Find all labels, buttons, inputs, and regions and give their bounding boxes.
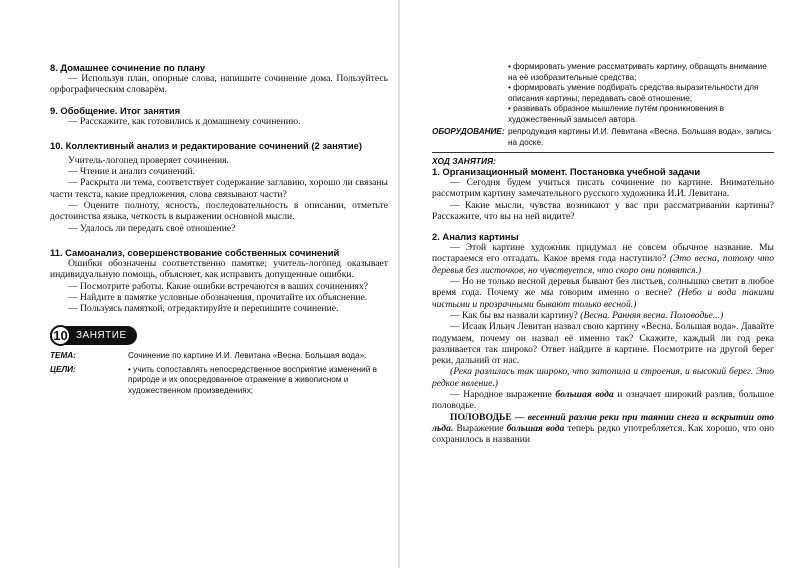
r-section-1-text-1: — Сегодня будем учиться писать сочинение по картине. Внимательно рассмотрим картину замечательного русского художника И.И. Левитана.	[432, 177, 774, 200]
section-10-text-5: — Удалось ли передать своё отношение?	[68, 222, 236, 234]
r-section-2-text-3	[432, 310, 774, 321]
t6d: большая вода	[506, 422, 565, 434]
section-10-text-2: — Чтение и анализ сочинений.	[68, 166, 195, 178]
section-11-text-4: — Пользуясь памяткой, отредактируйте и перепишите сочинение.	[68, 303, 339, 315]
t5b: большая вода	[555, 389, 614, 401]
left-page	[0, 0, 396, 568]
r-section-1-title: 1. Организационный момент. Постановка учебной задачи	[432, 166, 701, 177]
a1: (Это весна, потому что деревья без листочков, но чувствуется, что скоро они появятся.)	[432, 253, 775, 276]
section-8-title: 8. Домашнее сочинение по плану	[50, 62, 206, 73]
equipment-row	[432, 127, 774, 148]
section-11-title: 11. Самоанализ, совершенствование собственных сочинений	[50, 246, 340, 258]
t6a: ПОЛОВОДЬЕ	[450, 411, 512, 423]
a3: (Весна. Ранняя весна. Половодье...)	[580, 309, 724, 321]
hod-label: ХОД ЗАНЯТИЯ:	[432, 156, 496, 166]
r-section-2-text-4-answer: (Река разлилась так широко, что затопила и строения, и высокий берег. Это редкое явление.)	[432, 366, 774, 389]
divider	[432, 152, 774, 153]
r-section-2-text-1	[432, 242, 774, 276]
section-10-title: 10. Коллективный анализ и редактирование сочинений (2 занятие)	[50, 139, 362, 151]
cel-row	[50, 365, 388, 397]
t5c: и означает широкий разлив, большое половодье.	[432, 389, 774, 412]
q3: — Как бы вы назвали картину?	[450, 309, 578, 321]
r-section-2-title: 2. Анализ картины	[432, 231, 519, 243]
section-11-text-1: Ошибки обозначены соответственно памятке; учитель-логопед оказывает индивидуальную помощь, объясняет, как исправить допущенные ошибки.	[50, 257, 388, 281]
right-page	[402, 0, 800, 568]
tema-text: Сочинение по картине И.И. Левитана «Весна. Большая вода».	[128, 351, 367, 361]
goal-1: • формировать умение рассматривать картину, обращать внимание на её изобразительные средства;	[508, 62, 767, 82]
goal-3: • развивать образное мышление путём проникновения в художественный замысел автора.	[508, 104, 724, 124]
cel-label: ЦЕЛИ:	[50, 364, 76, 374]
lesson-badge	[50, 326, 137, 345]
equipment-text: репродукция картины И.И. Левитана «Весна. Большая вода», запись на доске.	[508, 127, 772, 147]
r-section-2-text-5	[432, 389, 774, 412]
t6e: теперь редко употребляется. Как хорошо, что оно сохранилось в названии	[432, 422, 775, 446]
tema-row	[50, 351, 388, 362]
t6b: — весенний разлив реки при таянии снега и вскрытии ото льда.	[432, 411, 774, 434]
q1: — Этой картине художник придумал не совсем обычное название. Мы постараемся его отгадать. Какое время года наступило?	[432, 242, 774, 265]
cel-text: • учить сопоставлять непосредственное восприятие изменений в природе и их опосредованное отражение в живописном и художественном произведениях;	[128, 364, 377, 395]
t5a: — Народное выражение	[450, 389, 556, 401]
r-section-2-text-2	[432, 276, 774, 310]
tema-label: ТЕМА:	[50, 351, 76, 361]
section-8-text: — Используя план, опорные слова, напишите сочинение дома. Пользуйтесь орфографическим словарём.	[50, 73, 388, 96]
page-gutter	[398, 0, 400, 568]
q2: — Но не только весной деревья бывают без листьев, солнышко светит в любое время года. Почему же мы говорим именно о весне?	[432, 276, 774, 299]
r-section-2-text-6	[432, 412, 774, 446]
section-9-title: 9. Обобщение. Итог занятия	[50, 104, 181, 116]
lesson-number: 10	[50, 325, 71, 346]
goal-2: • формировать умение подбирать средства выразительности для описания картины; передавать своё отношение;	[508, 83, 759, 103]
section-9-text: — Расскажите, как готовились к домашнему сочинению.	[68, 115, 301, 127]
equipment-label: ОБОРУДОВАНИЕ:	[432, 127, 505, 136]
goals-block	[508, 62, 774, 125]
section-10-text-3: — Раскрыта ли тема, соответствует содержание заглавию, хорошо ли связаны части текста, какие предложения, слова связывают части?	[50, 177, 388, 200]
t6c: Выражение	[453, 422, 507, 434]
lesson-word: ЗАНЯТИЕ	[76, 330, 127, 342]
r-section-1-text-2: — Какие мысли, чувства возникают у вас при рассматривании картины? Расскажите, что вы на ней видите?	[432, 199, 774, 222]
section-11-text-2: — Посмотрите работы. Какие ошибки встречаются в ваших сочинениях?	[68, 280, 369, 292]
r-section-2-text-4: — Исаак Ильич Левитан назвал свою картину «Весна. Большая вода». Давайте подумаем, почему он назвал её именно так? Скажите, каждый ли год река разливается так широко? Ответ найдите в картине. Посмотрите на другой берег реки, дальний от нас.	[432, 321, 774, 367]
section-10-text-1: Учитель-логопед проверяет сочинения.	[68, 154, 229, 166]
a2: (Небо и вода такими чистыми и прозрачными бывают только весной.)	[432, 287, 774, 310]
section-11-text-3: — Найдите в памятке условные обозначения, прочитайте их объяснение.	[68, 291, 368, 303]
section-10-text-4: — Оцените полноту, ясность, последовательность в описании, отметьте достоинства языка, четкость в выражении основной мысли.	[50, 200, 388, 223]
